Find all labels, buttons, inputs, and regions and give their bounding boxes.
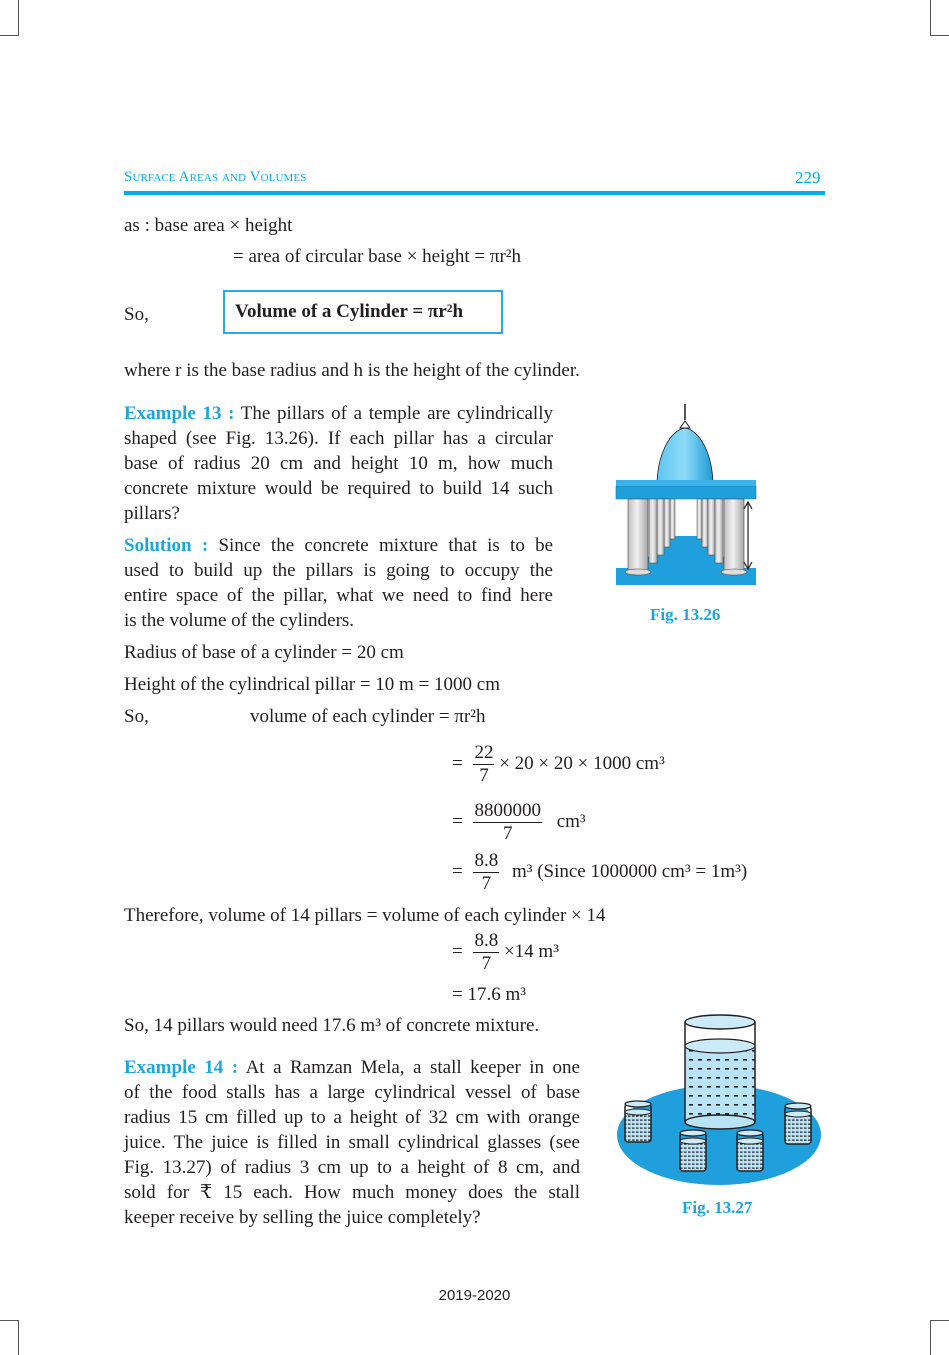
example-14-label: Example 14 : [124,1057,239,1078]
example-14-question: Example 14 : At a Ramzan Mela, a stall keeper in one of the food stalls has a large cylindrical vessel of base radius 15 cm filled up to a height of 32 cm with orange juice. The juice is filled in small cylindrical glasses (see Fig. 13.27) of radius 3 cm up to a height of 8 cm, and sold for ₹ 15 each. How much money does the stall keeper receive by selling the juice completely? [124,1057,580,1228]
volume-each-line: volume of each cylinder = πr²h [250,706,486,727]
so-label: So, [124,304,149,325]
so-label-2: So, [124,706,149,727]
crop-mark-bl-v [18,1320,19,1355]
running-header-title: Surface Areas and Volumes [124,169,307,185]
figure-13-27-caption: Fig. 13.27 [682,1198,753,1217]
example-13-label: Example 13 : [124,403,235,424]
conclusion-line: So, 14 pillars would need 17.6 m³ of concrete mixture. [124,1015,540,1036]
total-step-1: = $\frac{8.8}{7}$ ×14 m³ [452,930,559,974]
step-3: = $\frac{8.8}{7}$ m³ (Since 1000000 cm³ = 1m³) [452,850,748,894]
intro-line-1: as : base area × height [124,215,293,236]
footer-year: 2019-2020 [438,1287,511,1304]
step-2: = $\frac{8800000}{7}$ cm³ [452,800,586,844]
crop-mark-bl-h [0,1320,19,1321]
where-line: where r is the base radius and h is the height of the cylinder. [124,360,580,381]
juice-vessel-figure [615,1010,830,1190]
radius-line: Radius of base of a cylinder = 20 cm [124,642,404,663]
crop-mark-br-v [930,1320,931,1355]
header-rule [124,191,825,195]
page-number: 229 [795,168,821,187]
example-13-solution: Solution : Since the concrete mixture that is to be used to build up the pillars is going to occupy the entire space of the pillar, what we need to find here is the volume of the cylinders. [124,535,554,631]
height-line: Height of the cylindrical pillar = 10 m = 1000 cm [124,674,501,695]
crop-mark-br-h [930,1320,949,1321]
crop-mark-tr-v [930,0,931,36]
example-13-question: Example 13 : The pillars of a temple are cylindrically shaped (see Fig. 13.26). If each pillar has a circular base of radius 20 cm and height 10 m, how much concrete mixture would be required to build 14 such pillars? [124,403,553,524]
crop-mark-tl-v [18,0,19,36]
cylinder-volume-formula-box: Volume of a Cylinder = πr²h [223,290,503,334]
crop-mark-tl-h [0,35,19,36]
temple-pillars-figure [612,400,772,590]
intro-line-2: = area of circular base × height = πr²h [233,246,521,267]
total-step-2: = 17.6 m³ [452,984,526,1005]
crop-mark-tr-h [930,35,949,36]
figure-13-26-caption: Fig. 13.26 [650,605,721,624]
solution-label: Solution : [124,535,209,556]
step-1: = $\frac{22}{7}$ × 20 × 20 × 1000 cm³ [452,742,665,786]
therefore-line: Therefore, volume of 14 pillars = volume of each cylinder × 14 [124,905,606,926]
